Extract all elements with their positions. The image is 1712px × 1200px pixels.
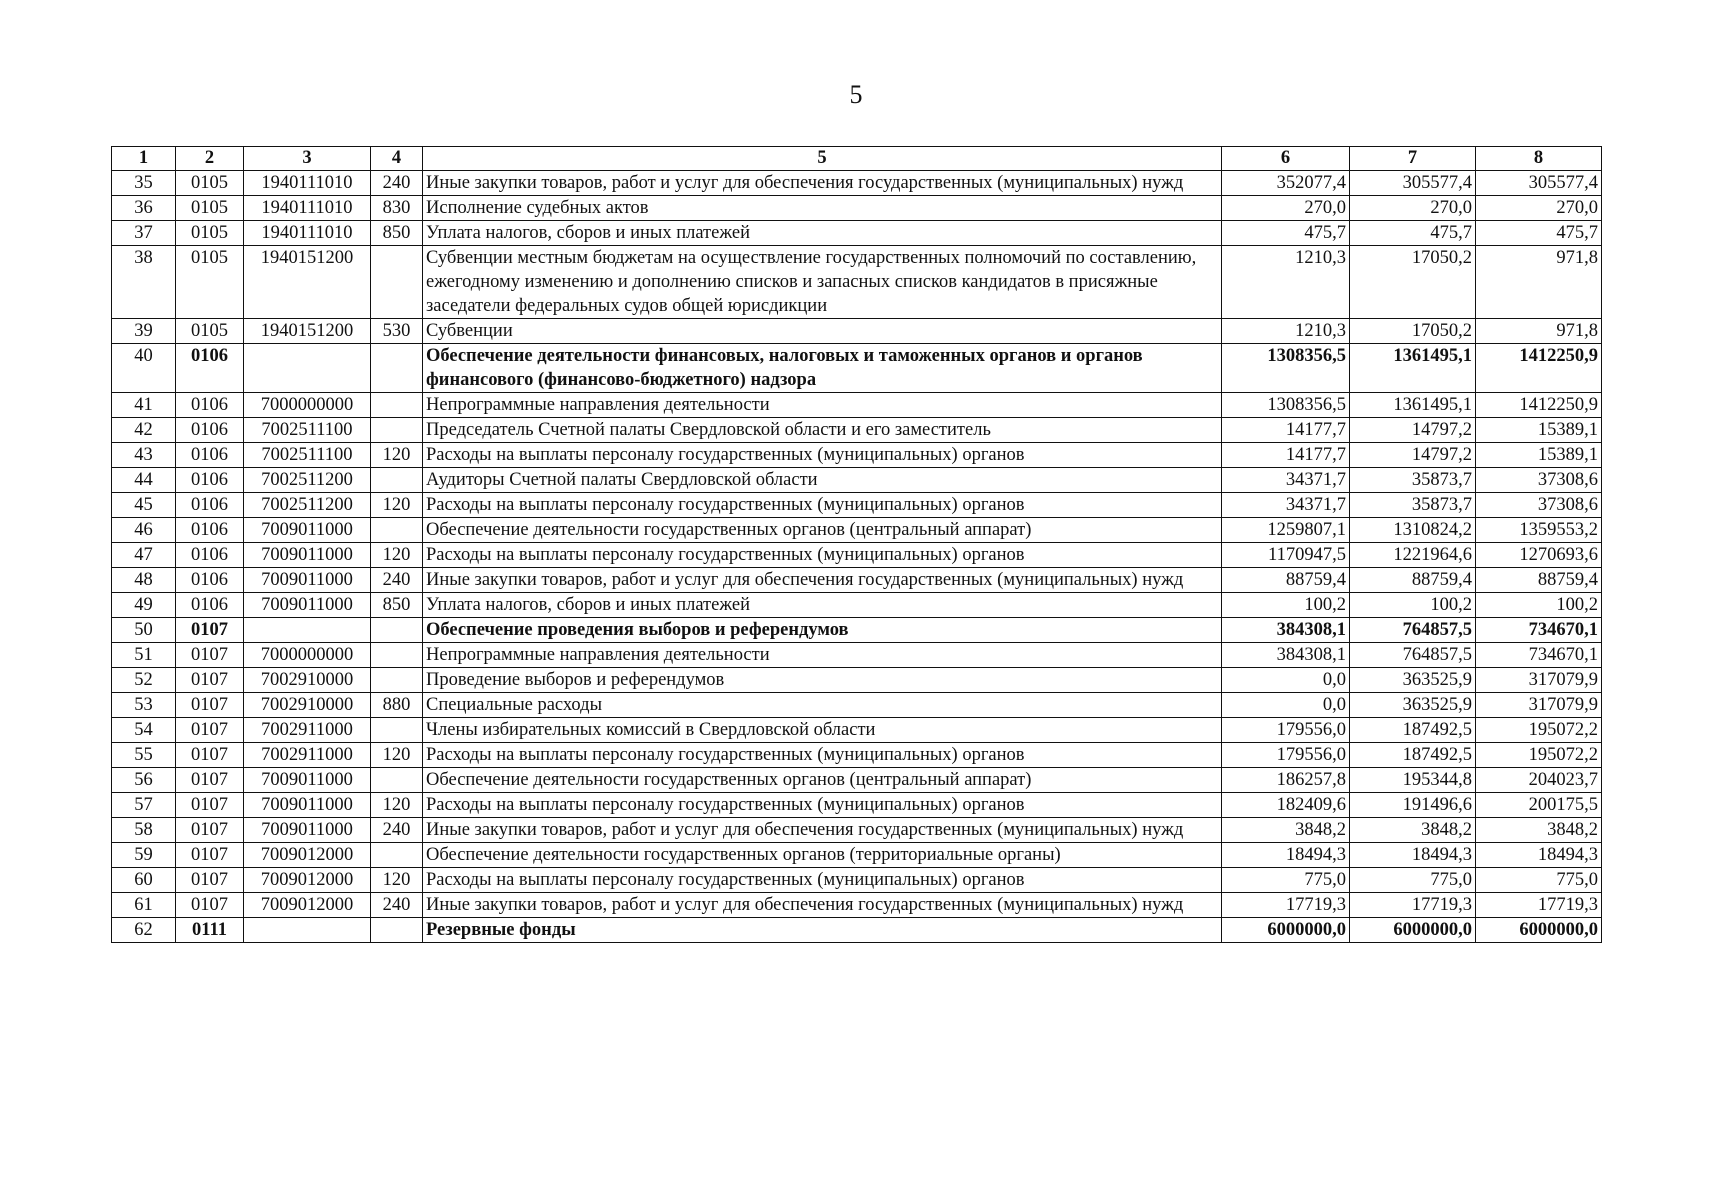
expense-type-code: 240 <box>371 171 423 196</box>
item-name: Обеспечение деятельности финансовых, налоговых и таможенных органов и органов финансового (финансово-бюджетного) надзора <box>423 344 1222 393</box>
amount-col-8: 1412250,9 <box>1476 393 1602 418</box>
item-name: Иные закупки товаров, работ и услуг для обеспечения государственных (муниципальных) нужд <box>423 568 1222 593</box>
item-name: Специальные расходы <box>423 693 1222 718</box>
expense-type-code <box>371 418 423 443</box>
expense-type-code: 830 <box>371 196 423 221</box>
amount-col-8: 734670,1 <box>1476 643 1602 668</box>
amount-col-8: 15389,1 <box>1476 418 1602 443</box>
amount-col-8: 1412250,9 <box>1476 344 1602 393</box>
expense-type-code: 880 <box>371 693 423 718</box>
amount-col-8: 270,0 <box>1476 196 1602 221</box>
table-row <box>112 743 1602 768</box>
amount-col-7: 18494,3 <box>1350 843 1476 868</box>
expense-type-code: 120 <box>371 443 423 468</box>
column-header: 3 <box>244 147 371 171</box>
amount-col-6: 3848,2 <box>1222 818 1350 843</box>
target-article-code: 7002910000 <box>244 668 371 693</box>
table-row <box>112 768 1602 793</box>
expense-type-code <box>371 344 423 393</box>
row-number: 59 <box>112 843 176 868</box>
column-header: 2 <box>176 147 244 171</box>
target-article-code: 7009011000 <box>244 568 371 593</box>
amount-col-6: 14177,7 <box>1222 418 1350 443</box>
item-name: Иные закупки товаров, работ и услуг для обеспечения государственных (муниципальных) нужд <box>423 171 1222 196</box>
item-name: Председатель Счетной палаты Свердловской области и его заместитель <box>423 418 1222 443</box>
row-number: 41 <box>112 393 176 418</box>
item-name: Обеспечение деятельности государственных органов (центральный аппарат) <box>423 768 1222 793</box>
expense-type-code: 120 <box>371 743 423 768</box>
table-row <box>112 893 1602 918</box>
target-article-code: 1940151200 <box>244 319 371 344</box>
expense-type-code <box>371 768 423 793</box>
amount-col-8: 1359553,2 <box>1476 518 1602 543</box>
amount-col-6: 1210,3 <box>1222 246 1350 319</box>
amount-col-8: 971,8 <box>1476 319 1602 344</box>
amount-col-6: 1170947,5 <box>1222 543 1350 568</box>
table-row <box>112 568 1602 593</box>
item-name: Уплата налогов, сборов и иных платежей <box>423 221 1222 246</box>
amount-col-7: 764857,5 <box>1350 618 1476 643</box>
amount-col-8: 88759,4 <box>1476 568 1602 593</box>
amount-col-8: 734670,1 <box>1476 618 1602 643</box>
expense-type-code: 240 <box>371 893 423 918</box>
target-article-code: 7002911000 <box>244 743 371 768</box>
item-name: Резервные фонды <box>423 918 1222 943</box>
table-row <box>112 593 1602 618</box>
section-code: 0106 <box>176 543 244 568</box>
target-article-code: 7002511200 <box>244 493 371 518</box>
row-number: 48 <box>112 568 176 593</box>
section-code: 0107 <box>176 618 244 643</box>
target-article-code: 7009011000 <box>244 818 371 843</box>
target-article-code <box>244 918 371 943</box>
row-number: 53 <box>112 693 176 718</box>
amount-col-6: 1308356,5 <box>1222 344 1350 393</box>
table-row <box>112 543 1602 568</box>
amount-col-6: 6000000,0 <box>1222 918 1350 943</box>
expense-type-code <box>371 718 423 743</box>
amount-col-6: 179556,0 <box>1222 718 1350 743</box>
amount-col-8: 475,7 <box>1476 221 1602 246</box>
amount-col-8: 17719,3 <box>1476 893 1602 918</box>
amount-col-6: 475,7 <box>1222 221 1350 246</box>
expense-type-code: 120 <box>371 793 423 818</box>
table-row <box>112 246 1602 319</box>
table-row <box>112 793 1602 818</box>
item-name: Расходы на выплаты персоналу государственных (муниципальных) органов <box>423 868 1222 893</box>
target-article-code: 7009011000 <box>244 793 371 818</box>
target-article-code <box>244 344 371 393</box>
amount-col-7: 187492,5 <box>1350 743 1476 768</box>
section-code: 0107 <box>176 743 244 768</box>
item-name: Обеспечение деятельности государственных органов (центральный аппарат) <box>423 518 1222 543</box>
section-code: 0105 <box>176 221 244 246</box>
section-code: 0106 <box>176 568 244 593</box>
amount-col-6: 18494,3 <box>1222 843 1350 868</box>
column-header: 8 <box>1476 147 1602 171</box>
table-row <box>112 518 1602 543</box>
target-article-code: 7002511200 <box>244 468 371 493</box>
row-number: 52 <box>112 668 176 693</box>
expense-type-code: 530 <box>371 319 423 344</box>
row-number: 45 <box>112 493 176 518</box>
amount-col-7: 3848,2 <box>1350 818 1476 843</box>
amount-col-6: 1210,3 <box>1222 319 1350 344</box>
expense-type-code <box>371 843 423 868</box>
column-header: 1 <box>112 147 176 171</box>
expense-type-code <box>371 468 423 493</box>
expense-type-code: 240 <box>371 818 423 843</box>
table-row <box>112 196 1602 221</box>
target-article-code: 7009012000 <box>244 843 371 868</box>
amount-col-8: 15389,1 <box>1476 443 1602 468</box>
table-row <box>112 443 1602 468</box>
amount-col-6: 88759,4 <box>1222 568 1350 593</box>
section-code: 0106 <box>176 418 244 443</box>
amount-col-6: 1259807,1 <box>1222 518 1350 543</box>
amount-col-6: 0,0 <box>1222 668 1350 693</box>
amount-col-8: 775,0 <box>1476 868 1602 893</box>
amount-col-7: 191496,6 <box>1350 793 1476 818</box>
amount-col-7: 1361495,1 <box>1350 344 1476 393</box>
expense-type-code <box>371 618 423 643</box>
row-number: 60 <box>112 868 176 893</box>
amount-col-7: 270,0 <box>1350 196 1476 221</box>
target-article-code: 1940111010 <box>244 196 371 221</box>
row-number: 43 <box>112 443 176 468</box>
amount-col-7: 17050,2 <box>1350 319 1476 344</box>
row-number: 54 <box>112 718 176 743</box>
table-row <box>112 818 1602 843</box>
section-code: 0107 <box>176 643 244 668</box>
amount-col-7: 88759,4 <box>1350 568 1476 593</box>
section-code: 0107 <box>176 768 244 793</box>
amount-col-8: 200175,5 <box>1476 793 1602 818</box>
amount-col-7: 475,7 <box>1350 221 1476 246</box>
amount-col-8: 37308,6 <box>1476 493 1602 518</box>
amount-col-7: 14797,2 <box>1350 443 1476 468</box>
row-number: 50 <box>112 618 176 643</box>
section-code: 0107 <box>176 668 244 693</box>
row-number: 62 <box>112 918 176 943</box>
column-header: 4 <box>371 147 423 171</box>
row-number: 46 <box>112 518 176 543</box>
column-header: 7 <box>1350 147 1476 171</box>
amount-col-8: 317079,9 <box>1476 668 1602 693</box>
amount-col-6: 182409,6 <box>1222 793 1350 818</box>
row-number: 44 <box>112 468 176 493</box>
column-header: 6 <box>1222 147 1350 171</box>
amount-col-7: 35873,7 <box>1350 493 1476 518</box>
expense-type-code <box>371 918 423 943</box>
row-number: 55 <box>112 743 176 768</box>
row-number: 35 <box>112 171 176 196</box>
header-row <box>112 147 1602 171</box>
expense-type-code: 240 <box>371 568 423 593</box>
section-code: 0105 <box>176 319 244 344</box>
row-number: 39 <box>112 319 176 344</box>
expense-type-code: 850 <box>371 593 423 618</box>
expense-type-code: 120 <box>371 493 423 518</box>
expense-type-code <box>371 246 423 319</box>
amount-col-6: 775,0 <box>1222 868 1350 893</box>
amount-col-8: 3848,2 <box>1476 818 1602 843</box>
table-row <box>112 718 1602 743</box>
table-row <box>112 668 1602 693</box>
amount-col-6: 384308,1 <box>1222 618 1350 643</box>
table-row <box>112 693 1602 718</box>
table-row <box>112 493 1602 518</box>
target-article-code: 7002911000 <box>244 718 371 743</box>
amount-col-8: 971,8 <box>1476 246 1602 319</box>
amount-col-6: 352077,4 <box>1222 171 1350 196</box>
row-number: 40 <box>112 344 176 393</box>
amount-col-7: 1361495,1 <box>1350 393 1476 418</box>
table-row <box>112 618 1602 643</box>
amount-col-7: 187492,5 <box>1350 718 1476 743</box>
section-code: 0106 <box>176 593 244 618</box>
row-number: 38 <box>112 246 176 319</box>
amount-col-6: 1308356,5 <box>1222 393 1350 418</box>
table-row <box>112 643 1602 668</box>
item-name: Обеспечение деятельности государственных органов (территориальные органы) <box>423 843 1222 868</box>
row-number: 36 <box>112 196 176 221</box>
section-code: 0107 <box>176 843 244 868</box>
target-article-code: 7000000000 <box>244 393 371 418</box>
row-number: 51 <box>112 643 176 668</box>
page-number: 5 <box>849 80 863 109</box>
row-number: 56 <box>112 768 176 793</box>
target-article-code <box>244 618 371 643</box>
amount-col-7: 363525,9 <box>1350 693 1476 718</box>
target-article-code: 7002910000 <box>244 693 371 718</box>
amount-col-7: 775,0 <box>1350 868 1476 893</box>
row-number: 57 <box>112 793 176 818</box>
amount-col-8: 1270693,6 <box>1476 543 1602 568</box>
section-code: 0106 <box>176 344 244 393</box>
item-name: Расходы на выплаты персоналу государственных (муниципальных) органов <box>423 493 1222 518</box>
amount-col-6: 14177,7 <box>1222 443 1350 468</box>
amount-col-6: 17719,3 <box>1222 893 1350 918</box>
section-code: 0107 <box>176 718 244 743</box>
amount-col-7: 14797,2 <box>1350 418 1476 443</box>
item-name: Расходы на выплаты персоналу государственных (муниципальных) органов <box>423 543 1222 568</box>
target-article-code: 7009011000 <box>244 543 371 568</box>
target-article-code: 1940151200 <box>244 246 371 319</box>
amount-col-8: 100,2 <box>1476 593 1602 618</box>
section-code: 0107 <box>176 793 244 818</box>
item-name: Расходы на выплаты персоналу государственных (муниципальных) органов <box>423 793 1222 818</box>
amount-col-7: 363525,9 <box>1350 668 1476 693</box>
target-article-code: 7000000000 <box>244 643 371 668</box>
amount-col-6: 0,0 <box>1222 693 1350 718</box>
item-name: Аудиторы Счетной палаты Свердловской области <box>423 468 1222 493</box>
amount-col-7: 1221964,6 <box>1350 543 1476 568</box>
section-code: 0107 <box>176 693 244 718</box>
expense-type-code <box>371 668 423 693</box>
expense-type-code: 850 <box>371 221 423 246</box>
table-row <box>112 319 1602 344</box>
item-name: Субвенции местным бюджетам на осуществление государственных полномочий по составлению, ежегодному изменению и дополнению списков и запасных списков кандидатов в присяжные заседатели федеральных судов общей юрисдикции <box>423 246 1222 319</box>
section-code: 0107 <box>176 818 244 843</box>
section-code: 0105 <box>176 196 244 221</box>
amount-col-6: 34371,7 <box>1222 493 1350 518</box>
expense-type-code <box>371 518 423 543</box>
section-code: 0106 <box>176 443 244 468</box>
amount-col-6: 100,2 <box>1222 593 1350 618</box>
row-number: 37 <box>112 221 176 246</box>
item-name: Непрограммные направления деятельности <box>423 643 1222 668</box>
table-row <box>112 344 1602 393</box>
target-article-code: 7002511100 <box>244 443 371 468</box>
target-article-code: 7009012000 <box>244 868 371 893</box>
amount-col-6: 186257,8 <box>1222 768 1350 793</box>
amount-col-8: 204023,7 <box>1476 768 1602 793</box>
row-number: 42 <box>112 418 176 443</box>
amount-col-8: 305577,4 <box>1476 171 1602 196</box>
row-number: 47 <box>112 543 176 568</box>
column-header: 5 <box>423 147 1222 171</box>
amount-col-7: 17719,3 <box>1350 893 1476 918</box>
target-article-code: 7002511100 <box>244 418 371 443</box>
item-name: Иные закупки товаров, работ и услуг для обеспечения государственных (муниципальных) нужд <box>423 893 1222 918</box>
amount-col-7: 764857,5 <box>1350 643 1476 668</box>
item-name: Исполнение судебных актов <box>423 196 1222 221</box>
section-code: 0106 <box>176 518 244 543</box>
amount-col-7: 100,2 <box>1350 593 1476 618</box>
amount-col-7: 195344,8 <box>1350 768 1476 793</box>
section-code: 0106 <box>176 468 244 493</box>
item-name: Проведение выборов и референдумов <box>423 668 1222 693</box>
expense-type-code <box>371 393 423 418</box>
section-code: 0105 <box>176 246 244 319</box>
amount-col-6: 384308,1 <box>1222 643 1350 668</box>
amount-col-8: 6000000,0 <box>1476 918 1602 943</box>
table-body <box>112 171 1602 943</box>
amount-col-8: 18494,3 <box>1476 843 1602 868</box>
item-name: Расходы на выплаты персоналу государственных (муниципальных) органов <box>423 743 1222 768</box>
table-row <box>112 918 1602 943</box>
item-name: Непрограммные направления деятельности <box>423 393 1222 418</box>
item-name: Иные закупки товаров, работ и услуг для обеспечения государственных (муниципальных) нужд <box>423 818 1222 843</box>
item-name: Расходы на выплаты персоналу государственных (муниципальных) органов <box>423 443 1222 468</box>
amount-col-7: 17050,2 <box>1350 246 1476 319</box>
amount-col-8: 37308,6 <box>1476 468 1602 493</box>
section-code: 0111 <box>176 918 244 943</box>
amount-col-8: 195072,2 <box>1476 743 1602 768</box>
target-article-code: 1940111010 <box>244 221 371 246</box>
section-code: 0105 <box>176 171 244 196</box>
expense-type-code: 120 <box>371 543 423 568</box>
section-code: 0106 <box>176 493 244 518</box>
table-row <box>112 393 1602 418</box>
amount-col-8: 195072,2 <box>1476 718 1602 743</box>
table-row <box>112 868 1602 893</box>
section-code: 0106 <box>176 393 244 418</box>
budget-table <box>111 146 1602 943</box>
amount-col-6: 34371,7 <box>1222 468 1350 493</box>
item-name: Обеспечение проведения выборов и референдумов <box>423 618 1222 643</box>
expense-type-code <box>371 643 423 668</box>
table-row <box>112 843 1602 868</box>
row-number: 49 <box>112 593 176 618</box>
table-row <box>112 171 1602 196</box>
amount-col-6: 179556,0 <box>1222 743 1350 768</box>
table-row <box>112 221 1602 246</box>
amount-col-7: 35873,7 <box>1350 468 1476 493</box>
target-article-code: 7009011000 <box>244 518 371 543</box>
target-article-code: 7009011000 <box>244 768 371 793</box>
target-article-code: 7009012000 <box>244 893 371 918</box>
table-row <box>112 418 1602 443</box>
item-name: Субвенции <box>423 319 1222 344</box>
row-number: 58 <box>112 818 176 843</box>
amount-col-7: 305577,4 <box>1350 171 1476 196</box>
table-row <box>112 468 1602 493</box>
section-code: 0107 <box>176 868 244 893</box>
amount-col-6: 270,0 <box>1222 196 1350 221</box>
amount-col-8: 317079,9 <box>1476 693 1602 718</box>
amount-col-7: 1310824,2 <box>1350 518 1476 543</box>
section-code: 0107 <box>176 893 244 918</box>
row-number: 61 <box>112 893 176 918</box>
amount-col-7: 6000000,0 <box>1350 918 1476 943</box>
item-name: Члены избирательных комиссий в Свердловской области <box>423 718 1222 743</box>
target-article-code: 7009011000 <box>244 593 371 618</box>
target-article-code: 1940111010 <box>244 171 371 196</box>
item-name: Уплата налогов, сборов и иных платежей <box>423 593 1222 618</box>
expense-type-code: 120 <box>371 868 423 893</box>
